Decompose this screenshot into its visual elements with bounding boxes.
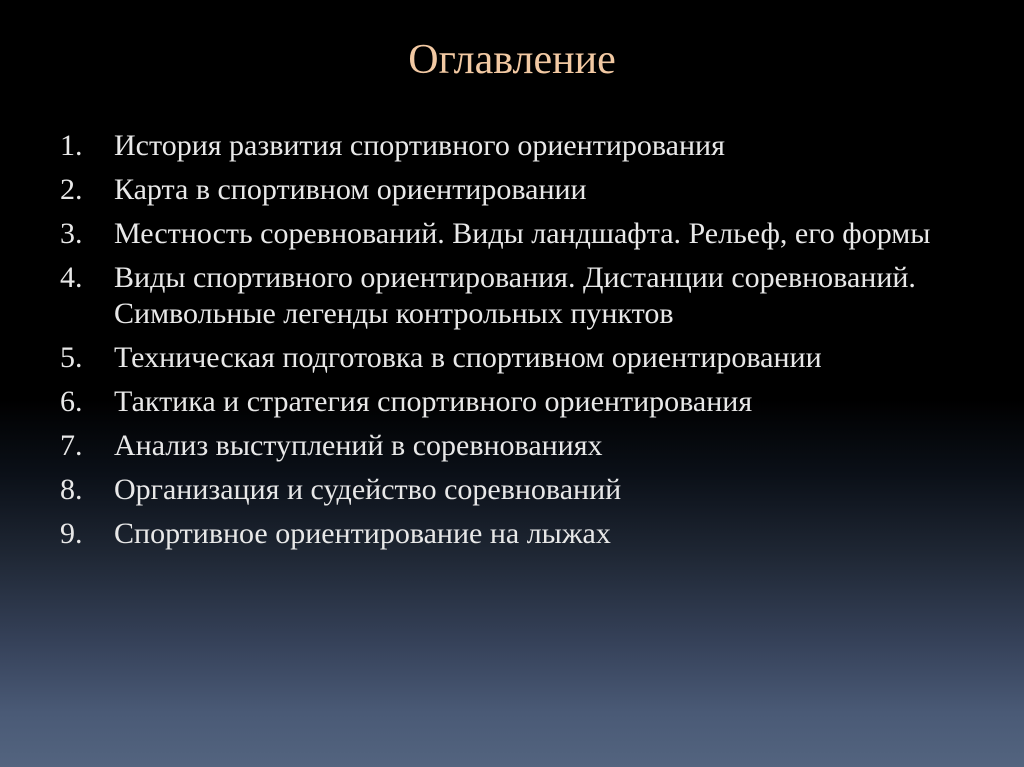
toc-item-text: Местность соревнований. Виды ландшафта. Рельеф, его формы: [114, 217, 931, 250]
toc-item-text: Спортивное ориентирование на лыжах: [114, 517, 611, 550]
toc-item-text: Тактика и стратегия спортивного ориентирования: [114, 385, 753, 418]
toc-item-text: Техническая подготовка в спортивном ориентировании: [114, 341, 822, 374]
toc-item: [60, 260, 960, 332]
toc-item-number: 1.: [60, 129, 83, 162]
toc-item-number: 3.: [60, 217, 83, 250]
toc-item: [60, 128, 960, 164]
toc-item-text: Карта в спортивном ориентировании: [114, 173, 587, 206]
toc-item: [60, 384, 960, 420]
toc-item-number: 6.: [60, 385, 83, 418]
toc-item-number: 5.: [60, 341, 83, 374]
toc-item-number: 2.: [60, 173, 83, 206]
toc-item: [60, 516, 960, 552]
toc-item: [60, 340, 960, 376]
toc-item-text: Организация и судейство соревнований: [114, 473, 622, 506]
toc-item: [60, 472, 960, 508]
toc-item-number: 9.: [60, 517, 83, 550]
toc-item-text: Анализ выступлений в соревнованиях: [114, 429, 603, 462]
toc-item: [60, 172, 960, 208]
toc-item-number: 7.: [60, 429, 83, 462]
toc-item-text: История развития спортивного ориентирования: [114, 129, 725, 162]
table-of-contents: [60, 128, 960, 560]
slide-title: Оглавление: [408, 37, 616, 83]
toc-item-number: 4.: [60, 261, 83, 294]
toc-item-number: 8.: [60, 473, 83, 506]
toc-item: [60, 216, 960, 252]
toc-item: [60, 428, 960, 464]
toc-item-text: Виды спортивного ориентирования. Дистанции соревнований. Символьные легенды контрольных пунктов: [114, 261, 916, 330]
